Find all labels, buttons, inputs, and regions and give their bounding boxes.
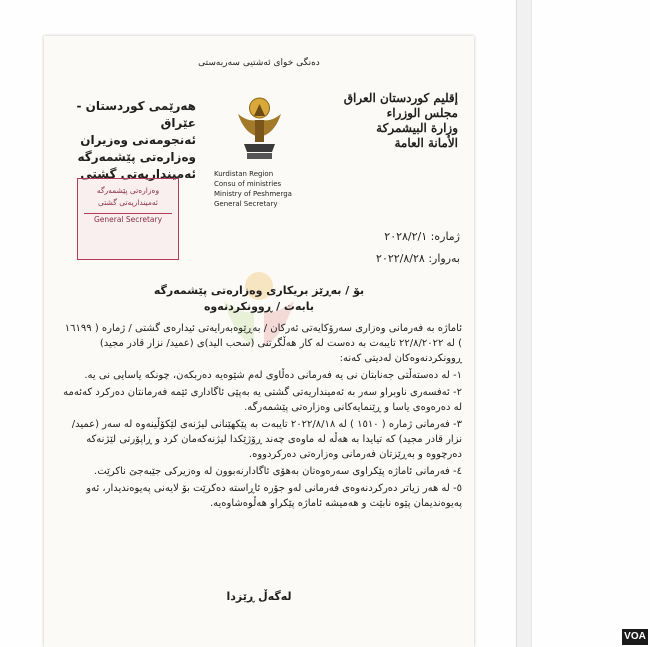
vertical-scrollbar[interactable] bbox=[516, 0, 532, 647]
body-paragraph: ٥- لە هەر زیاتر دەرکردنەوەی فەرمانی لەو جۆرە ئاڕاستە دەکرێت بۆ لایەنی پەیوەندیدار، ئەو پەیوەندیمان پێوە نابێت و هەمیشە ئاماژە پێکراو هەڵوەشاوەیە. bbox=[86, 483, 462, 509]
arabic-header bbox=[308, 91, 458, 151]
reference-number bbox=[320, 226, 460, 248]
arabic-header-line: إقليم كوردستان العراق bbox=[343, 91, 458, 105]
emblem-caption-line: General Secretary bbox=[214, 200, 278, 208]
reference-number-label: ژمارە: bbox=[430, 230, 460, 243]
arabic-header-line: مجلس الوزراء bbox=[386, 106, 458, 120]
stamp-line: وەزارەتی پێشمەرگە bbox=[96, 186, 160, 195]
kurdish-header-line: ئەمینداریەتی گشتی bbox=[80, 167, 196, 181]
closing-line: لەگەڵ ڕێزدا bbox=[226, 590, 292, 603]
kurdish-header-line: ئەنجومەنی وەزیران bbox=[80, 133, 196, 147]
addressee-block bbox=[44, 283, 474, 315]
reference-block bbox=[320, 226, 460, 270]
reference-date bbox=[320, 248, 460, 270]
stamp-line: General Secretary bbox=[84, 213, 172, 226]
emblem-caption-line: Consu of ministries bbox=[214, 180, 282, 188]
kurdistan-emblem-icon bbox=[232, 86, 287, 166]
addressee-subject: بابەت / ڕوونکردنەوە bbox=[203, 300, 315, 313]
kurdish-header-line: هەرێمی کوردستان - عێراق bbox=[76, 99, 196, 130]
body-paragraph: ٤- فەرمانی ئاماژە پێکراوی سەرەوەتان بەهۆی ئاگادارنەبوون لە وەزیرکی جێبەجێ ناکرێت. bbox=[94, 466, 462, 477]
reference-date-value: ٢٠٢٢/٨/٢٨ bbox=[376, 252, 425, 265]
body-paragraph: ٢- ئەفسەری ناوبراو سەر بە ئەمینداریەتی گشتی یە بەپێی ئاگاداری ئێمە فەرمانتان دەرکرد کەئەمە لە دەرەوەی یاسا و ڕێنمایەکانی وەزارەتی پێشمەرگە. bbox=[63, 387, 462, 413]
document-page bbox=[44, 36, 474, 647]
emblem-caption-line: Kurdistan Region bbox=[214, 170, 274, 178]
body-paragraph: ٣- فەرمانی ژمارە ( ١٥١٠ ) لە ٢٠٢٢/٨/١٨ تایبەت بە پێکهێنانی لیژنەی لێکۆڵینەوە لە سەر (عمید/ نزار قادر مجید) کە تیایدا بە هەڵە لە ماوەی چەند ڕۆژێکدا لیژنەکەمان کرد و ڕاپۆرتی لێژنەکە دەرچووە و بەڕێزتان فەرمانی وەزارەتی دەرکردووە. bbox=[71, 419, 462, 460]
voa-badge: VOA bbox=[622, 629, 648, 645]
body-paragraph: ١- لە دەستەڵتی جەنابتان نی یە فەرمانی دەڵاوی لەم شێوەیە دەربکەن، چونکە یاسایی نی یە. bbox=[84, 370, 462, 381]
emblem-caption bbox=[214, 169, 306, 209]
arabic-header-line: وزارة البيشمركة bbox=[376, 121, 458, 135]
letter-body bbox=[62, 321, 462, 513]
addressee-to: بۆ / بەڕێز بریکاری وەزارەتی پێشمەرگە bbox=[153, 284, 365, 297]
reference-date-label: بەروار: bbox=[428, 252, 460, 265]
body-paragraph: ئاماژە بە فەرمانی وەزاری سەرۆکایەتی ئەرکان / بەڕێوەبەرایەتی ئیدارەی گشتی / ژمارە ( ١٦١٩٩ ) لە ٢٢/٨/٢٠٢٢ تایبەت بە دەست لە کار هەڵگرتنی (سحب الید)ی (عمید/ نزار قادر مجید) ڕوونکردنەوەکان لەدیتی کەنە: bbox=[64, 323, 462, 364]
document-motto: دەنگی خوای ئەشتیی سەربەستی bbox=[198, 58, 320, 68]
kurdish-header-line: وەزارەتی پێشمەرگە bbox=[77, 150, 196, 164]
reference-number-value: ٢٠٢٨/٢/١ bbox=[384, 230, 428, 243]
stamp-line: ئەمینداریەتی گشتی bbox=[98, 198, 158, 207]
emblem-caption-line: Ministry of Peshmerga bbox=[214, 190, 292, 198]
kurdish-header bbox=[56, 98, 196, 183]
received-stamp bbox=[77, 178, 179, 260]
arabic-header-line: الأمانة العامة bbox=[394, 136, 458, 150]
